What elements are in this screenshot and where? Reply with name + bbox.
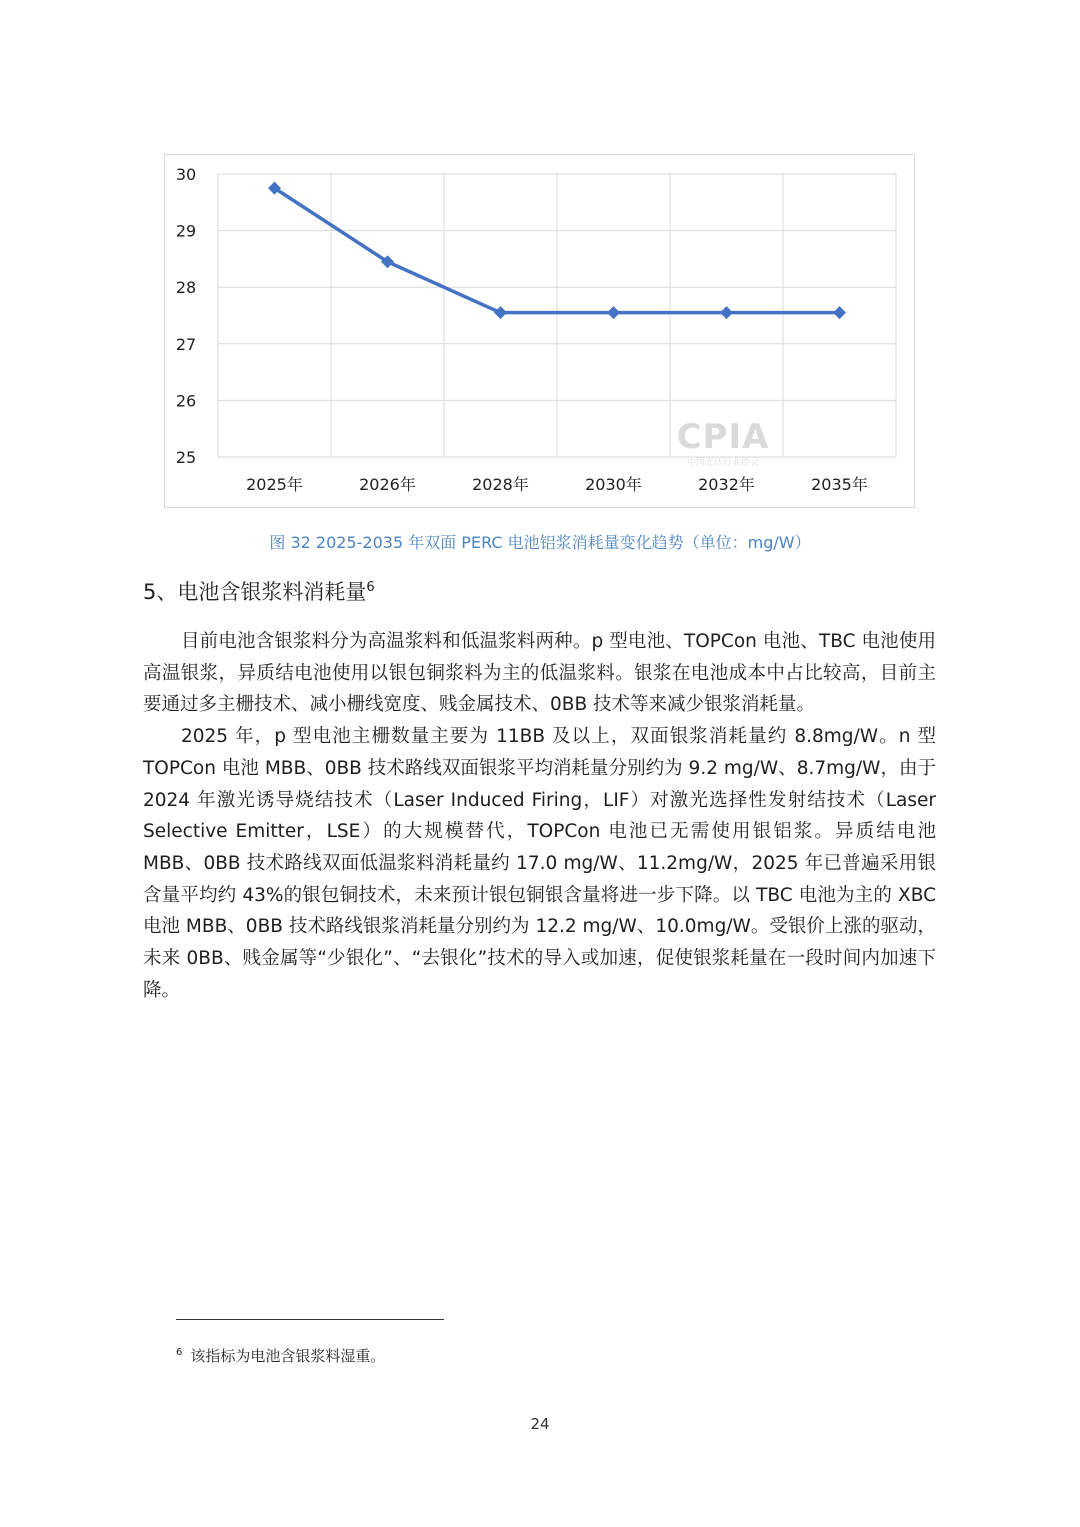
page-number: 24 — [530, 1415, 550, 1433]
data-point — [607, 306, 620, 319]
watermark-org-name: 中国光伏行业协会 — [686, 458, 759, 468]
footnote-mark: 6 — [176, 1347, 183, 1358]
paragraph: 2025 年，p 型电池主栅数量主要为 11BB 及以上，双面银浆消耗量约 8.8mg/W。n 型 TOPCon 电池 MBB、0BB 技术路线双面银浆平均消耗量分别约为 9.2 mg/W、8.7mg/W，由于 2024 年激光诱导烧结技术（Laser Induced Firing，LIF）对激光选择性发射结技术（Laser Selective Emitter，LSE）的大规模替代，TOPCon 电池已无需使用银铝浆。异质结电池 MBB、0BB 技术路线双面低温浆料消耗量约 17.0 mg/W、11.2mg/W，2025 年已普遍采用银含量平均约 43%的银包铜技术，未来预计银包铜银含量将进一步下降。以 TBC 电池为主的 XBC 电池 MBB、0BB 技术路线银浆消耗量分别约为 12.2 mg/W、10.0mg/W。受银价上涨的驱动，未来 0BB、贱金属等“少银化”、“去银化”技术的导入或加速，促使银浆耗量在一段时间内加速下降。 — [143, 726, 936, 1001]
y-tick-label: 29 — [175, 221, 197, 241]
cpia-watermark — [663, 417, 783, 497]
figure-caption: 图 32 2025-2035 年双面 PERC 电池铝浆消耗量变化趋势（单位：mg/W） — [269, 533, 811, 552]
y-tick-label: 28 — [175, 278, 197, 298]
watermark-logo-text: CPIA — [676, 417, 770, 457]
footnote-ref: 6 — [366, 580, 375, 595]
footnote — [176, 1345, 385, 1366]
data-point — [720, 306, 733, 319]
x-tick-label: 2025年 — [246, 475, 303, 494]
y-tick-label: 30 — [175, 165, 197, 184]
footnote-divider — [176, 1319, 444, 1320]
x-tick-label: 2030年 — [585, 475, 642, 494]
footnote-text: 该指标为电池含银浆料湿重。 — [190, 1347, 386, 1365]
y-tick-label: 26 — [175, 391, 197, 411]
section-heading — [143, 576, 375, 606]
x-tick-label: 2035年 — [811, 475, 868, 494]
line-chart — [165, 155, 916, 509]
y-tick-label: 25 — [175, 448, 197, 467]
x-tick-label: 2026年 — [359, 475, 416, 494]
data-point — [833, 306, 846, 319]
section-heading-text: 5、电池含银浆料消耗量 — [143, 580, 367, 604]
y-tick-label: 27 — [175, 334, 197, 354]
paragraph: 目前电池含银浆料分为高温浆料和低温浆料两种。p 型电池、TOPCon 电池、TBC 电池使用高温银浆，异质结电池使用以银包铜浆料为主的低温浆料。银浆在电池成本中占比较高，目前主要通过多主栅技术、减小栅线宽度、贱金属技术、0BB 技术等来减少银浆消耗量。 — [143, 631, 936, 716]
body-text — [143, 626, 936, 1006]
x-tick-label: 2032年 — [698, 475, 755, 494]
chart-container — [164, 154, 915, 508]
data-point — [494, 306, 507, 319]
x-tick-label: 2028年 — [472, 475, 529, 494]
